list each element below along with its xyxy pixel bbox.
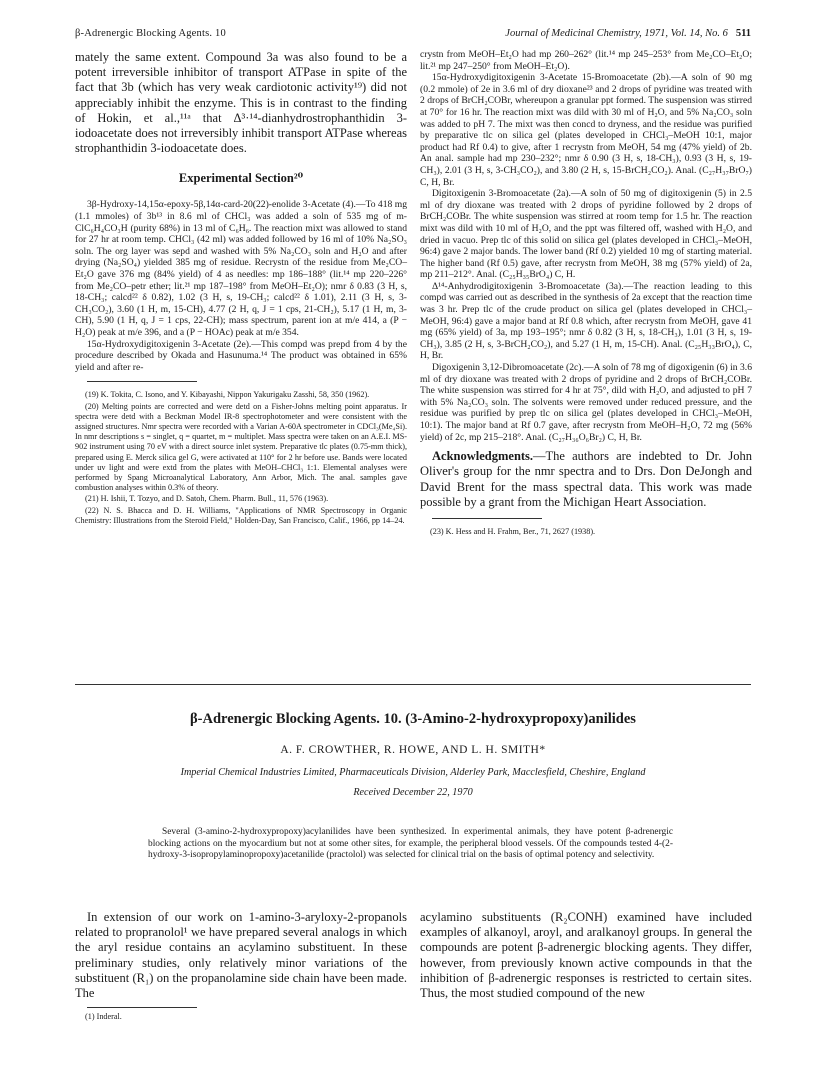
article-footnote-rule <box>87 1007 197 1008</box>
article-body-right: acylamino substituents (R₂CONH) examined have included examples of alkanoyl, aroyl, and aralkanoyl groups. In general the compounds are potent β-adrenergic blocking agents. They differ, however, from previously known active compounds in that the inhibition of β-adrenergic responses is restricted to certain sites. Thus, the most studied compound of the new <box>420 910 752 1001</box>
received-date: Received December 22, 1970 <box>353 787 473 798</box>
journal-name: Journal of Medicinal Chemistry, 1971, Vol. 14, No. 6 <box>505 28 728 39</box>
footnote-22: (22) N. S. Bhacca and D. H. Williams, "Applications of NMR Spectroscopy in Organic Chemistry: Illustrations from the Steroid Field," Holden-Day, San Francisco, Calif., 1966, pp 14–24. <box>75 505 407 525</box>
left-column <box>75 50 407 527</box>
article-affiliation: Imperial Chemical Industries Limited, Pharmaceuticals Division, Alderley Park, Macclesfield, Cheshire, England <box>180 767 646 778</box>
footnote-19: (19) K. Tokita, C. Isono, and Y. Kibayashi, Nippon Yakurigaku Zasshi, 58, 350 (1962). <box>85 390 370 400</box>
journal-citation <box>505 28 751 39</box>
experimental-paragraph-1: 3β-Hydroxy-14,15α-epoxy-5β,14α-card-20(22)-enolide 3-Acetate (4).—To 418 mg (1.1 mmoles) of 3b¹³ in 8.6 ml of CHCl₃ was added a soln of 535 mg of m-ClC₆H₄CO₃H (purity 68%) in 13 ml of C₆H₆. The reaction mixt was allowed to stand for 27 hr at room temp. CHCl₃ (42 ml) was added followed by 16 ml of 10% Na₂SO₃ soln. The org layer was sepd and washed with 5% Na₂CO₃ soln and H₂O and after drying (Na₂SO₄) yielded 385 mg of residue. Recrystn of the residue from Me₂CO–Et₂O gave 376 mg (84% yield) of 4 as needles: mp 186–188° (lit.¹⁴ mp 220–226° from Me₂CO–petr ether; lit.²¹ mp 187–198° from MeOH–Et₂O); nmr δ 0.83 (3 H, s, 18-CH₃; calcd²² δ 0.82), 1.02 (3 H, s, 19-CH₃; calcd²² δ 1.01), 2.11 (3 H, s, 3-CH₃CO₂), 3.60 (1 H, m, 15-CH), 4.77 (2 H, q, J = 1 cps, 21-CH₂), 5.17 (1 H, m, 3-CH), 5.90 (1 H, q, J = 1 cps, 22-CH); mass spectrum, parent ion at m/e 414, a (P − H₂O) peak at m/e 396, and a (P − HOAc) peak at m/e 354. <box>75 199 407 338</box>
article-body-left: In extension of our work on 1-amino-3-aryloxy-2-propanols related to propranolol¹ we have prepared several analogs in which the aryl residue contains an acylamino substituent. In these preliminary studies, only relatively minor variations of the substituent (R₁) on the propanolamine side chain have been made. The <box>75 910 407 1001</box>
section-heading: Experimental Section²⁰ <box>178 171 304 186</box>
acknowledgments-body: —The authors are indebted to Dr. John Oliver's group for the nmr spectra and to Drs. Don DeJongh and David Brent for the mass spectral data. This work was made possible by a grant from the Michigan Heart Association. <box>420 449 752 509</box>
footnote-rule <box>87 381 197 382</box>
article-right-column <box>420 910 752 1001</box>
abstract: Several (3-amino-2-hydroxypropoxy)acylanilides have been synthesized. In experimental animals, they have potent β-adrenergic blocking actions on the myocardium but not at some other sites, for example, the peripheral blood vessels. Of the compounds tested 4-(2-hydroxy-3-isopropylaminopropoxy)acetanilide (practolol) was selected for clinical trial on the basis of optimal potency and selectivity. <box>148 827 673 861</box>
acknowledgments-heading: Acknowledgments. <box>432 449 534 464</box>
acknowledgments <box>420 449 752 510</box>
running-header <box>75 28 751 42</box>
footnote-21: (21) H. Ishii, T. Tozyo, and D. Satoh, Chem. Pharm. Bull., 11, 576 (1963). <box>85 494 329 504</box>
experimental-paragraph-5: Δ¹⁴-Anhydrodigitoxigenin 3-Bromoacetate (3a).—The reaction leading to this compd was carried out as described in the synthesis of 2a except that the reaction time was 3 hr. Prep tlc of the crude product on silica gel (plates developed in CHCl₃–MeOH, 96:4) gave a major band at Rf 0.8 which, after recrystn from MeOH, gave 41 mg (65% yield) of 3a, mp 193–195°; nmr δ 0.82 (3 H, s, 18-CH₃), 1.01 (3 H, s, 19-CH₃), 3.85 (2 H, s, 3-BrCH₂CO₂), and 5.27 (1 H, m, 15-CH). Anal. (C₂₅H₃₃BrO₄), C, H, Br. <box>420 280 752 362</box>
right-column <box>420 49 752 537</box>
article-title: β-Adrenergic Blocking Agents. 10. (3-Amino-2-hydroxypropoxy)anilides <box>190 711 636 727</box>
experimental-paragraph-2: 15α-Hydroxydigitoxigenin 3-Acetate (2e).—This compd was prepd from 4 by the procedure described by Okada and Hasunuma.¹⁴ The product was obtained in 65% yield and after re- <box>75 338 407 373</box>
footnote-23: (23) K. Hess and H. Frahm, Ber., 71, 2627 (1938). <box>430 527 596 536</box>
experimental-paragraph-4: Digitoxigenin 3-Bromoacetate (2a).—A soln of 50 mg of digitoxigenin (5) in 2.5 ml of dry dioxane was treated with 2 drops of pyridine followed by 2 drops of BrCH₂COBr. The white suspension was stirred at room temp for 1.5 hr. The reaction mixt was dild with 10 ml of H₂O, and the ppt was filtered off, washed with H₂O, and dried in vacuo. Prep tlc of this solid on silica gel (plates developed in CHCl₃–MeOH, 96:4) gave 2 major bands. The lower band (Rf 0.2) yielded 10 mg of starting material. The higher band (Rf 0.5) gave, after recrystn from MeOH, 38 mg (57% yield) of 2a, mp 211–212°. Anal. (C₂₅H₃₅BrO₄) C, H. <box>420 188 752 281</box>
footnote-20: (20) Melting points are corrected and were detd on a Fisher-Johns melting point apparatus. Ir spectra were detd with a Beckman Model IR-8 spectrophotometer and were consistent with the assigned structures. Nmr spectra were recorded with a Varian A-60A spectrometer in CDCl₃(Me₄Si). In nmr descriptions s = singlet, q = quartet, m = multiplet. Mass spectra were taken on an A.E.I. MS-902 instrument using 70 eV with a direct source inlet system. Preparative tlc plates (0.75-mm thick), prepared using E. Merck silica gel G, were activated at 110° for 2 hr before use. Bands were located under uv light and were extd from the plates with MeOH–CHCl₃ 1:1. Elemental analyses were performed by Spang Microanalytical Laboratory, Ann Arbor, Mich. The anal. samples gave combustion analyses within 0.3% of theory. <box>75 401 407 493</box>
article-separator <box>75 684 751 685</box>
experimental-paragraph-3: 15α-Hydroxydigitoxigenin 3-Acetate 15-Bromoacetate (2b).—A soln of 90 mg (0.2 mmole) of 2e in 3.6 ml of dry dioxane²³ and 2 drops of pyridine was treated with 2 drops of BrCH₂COBr, whereupon a granular ppt formed. The suspension was stirred at 70° for 16 hr. The reaction mixt was dild with 30 ml of H₂O, and 5% Na₂CO₃ soln was added to pH 7. The mixt was then concd to dryness, and the residue was purified by preparative tlc on silica gel (plates developed in CHCl₃–MeOH 10:1, major product had Rf 0.4) to give, after 1 recrystn from MeOH, 54 mg (47% yield) of 2b. An anal. sample had mp 230–232°; nmr δ 0.90 (3 H, s, 18-CH₃), 0.93 (3 H, s, 19-CH₃), 2.01 (3 H, s, 3-CH₃CO₂), and 3.80 (2 H, s, 15-BrCH₂CO₂). Anal. (C₂₇H₃₇BrO₇) C, H, Br. <box>420 72 752 188</box>
article-footnote-1: (1) Inderal. <box>85 1012 122 1022</box>
running-title: β-Adrenergic Blocking Agents. 10 <box>75 28 226 39</box>
article-authors: A. F. CROWTHER, R. HOWE, AND L. H. SMITH* <box>280 744 546 756</box>
article-left-column <box>75 910 407 1022</box>
continued-paragraph: crystn from MeOH–Et₂O had mp 260–262° (lit.¹⁴ mp 245–253° from Me₂CO–Et₂O; lit.²¹ mp 247–250° from MeOH–Et₂O). <box>420 49 752 72</box>
page-number: 511 <box>735 28 751 39</box>
footnotes <box>75 390 407 526</box>
intro-paragraph: mately the same extent. Compound 3a was also found to be a potent irreversible inhibitor of transport ATPase in spite of the fact that 3b (which has very weak cardiotonic activity¹⁹) did not appreciably inhibit the enzyme. This is in contrast to the finding of Hokin, et al.,¹¹ᵃ that Δ³·¹⁴-dianhydrostrophanthidin 3-iodoacetate does not irreversibly inhibit transport ATPase whereas strophanthidin 3-iodoacetate does. <box>75 50 407 156</box>
experimental-paragraph-6: Digoxigenin 3,12-Dibromoacetate (2c).—A soln of 78 mg of digoxigenin (6) in 3.6 ml of dry dioxane was treated with 2 drops of pyridine and 2 drops of BrCH₂COBr. The white suspension was stirred for 4 hr at 75°, dild with H₂O, and adjusted to pH 7 with 5% Na₂CO₃ soln. The solvents were removed under reduced pressure, and the residue was purified by prep tlc on silica gel (plates developed in CHCl₃–MeOH, 10:1). The major band at Rf 0.7 gave, after recrystn from MeOH–H₂O, 72 mg (56% yield) of 2c, mp 215–218°. Anal. (C₂₇H₃₆O₆Br₂) C, H, Br. <box>420 362 752 443</box>
footnote-rule-right <box>432 518 542 519</box>
